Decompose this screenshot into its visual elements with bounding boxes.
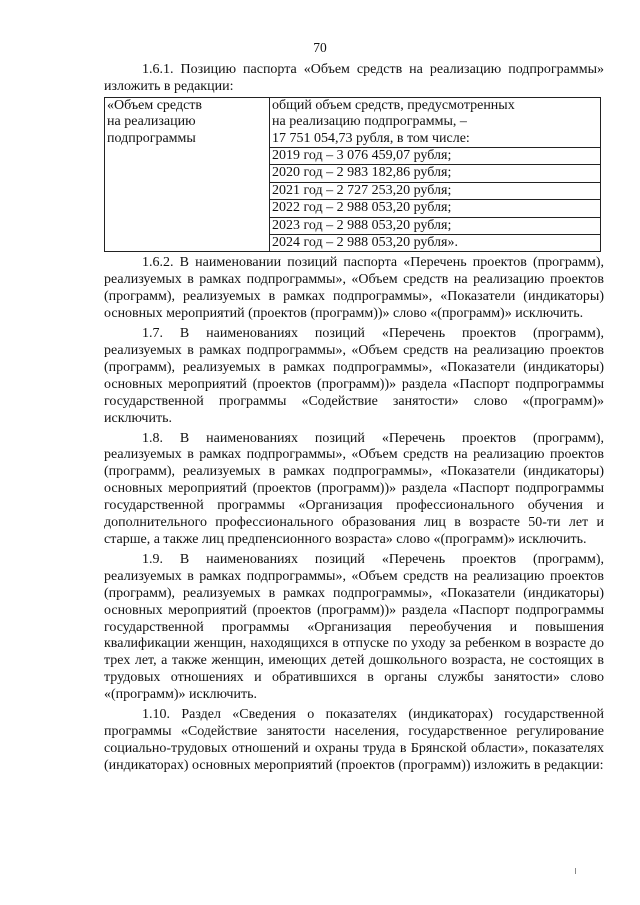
document-body [104, 62, 604, 775]
paragraph-1-6-2: 1.6.2. В наименовании позиций паспорта «Перечень проектов (программ), реализуемых в рамках подпрограммы», «Объем средств на реализацию проектов (программ), реализуемых в рамках подпрограммы», «Показатели (индикаторы) основных мероприятий (проектов (программ))» слово «(программ)» исключить. [104, 255, 604, 322]
funding-year-2024: 2024 год – 2 988 053,20 рубля». [270, 234, 600, 251]
position-name-line: «Объем средств [107, 97, 203, 113]
position-name-line: на реализацию [107, 114, 196, 130]
paragraph-1-10: 1.10. Раздел «Сведения о показателях (индикаторах) государственной программы «Содействие занятости населения, государственное регулирование социально-трудовых отношений и охраны труда в Брянской области», показателях (индикаторах) основных мероприятий (проектов (программ)) изложить в редакции: [104, 707, 604, 773]
position-name-line: подпрограммы [107, 130, 196, 146]
funding-year-2020: 2020 год – 2 983 182,86 рубля; [270, 164, 600, 181]
passport-position-value [270, 97, 601, 252]
funding-year-2019: 2019 год – 3 076 459,07 рубля; [270, 147, 600, 164]
passport-position-name [105, 97, 270, 252]
paragraph-1-6-1: 1.6.1. Позицию паспорта «Объем средств на реализацию подпрограммы» изложить в редакции: [104, 62, 604, 94]
funding-year-2022: 2022 год – 2 988 053,20 рубля; [270, 199, 600, 216]
page-number: 70 [313, 40, 327, 55]
paragraph-1-9: 1.9. В наименованиях позиций «Перечень проектов (программ), реализуемых в рамках подпрограммы», «Объем средств на реализацию проектов (программ), реализуемых в рамках подпрограммы», «Показатели (индикаторы) основных мероприятий (проектов (программ))» раздела «Паспорт подпрограммы государственной программы «Организация переобучения и повышения квалификации женщин, находящихся в отпуске по уходу за ребенком в возрасте до трех лет, а также женщин, имеющих детей дошкольного возраста, не состоящих в трудовых отношениях и обратившихся в органы службы занятости» слово «(программ)» исключить. [104, 551, 604, 703]
passport-table-row [105, 97, 601, 252]
scan-artifact-mark [575, 868, 576, 874]
funding-total-line: общий объем средств, предусмотренных [272, 97, 515, 113]
funding-year-2023: 2023 год – 2 988 053,20 рубля; [270, 217, 600, 234]
paragraph-1-7: 1.7. В наименованиях позиций «Перечень проектов (программ), реализуемых в рамках подпрограммы», «Объем средств на реализацию проектов (программ), реализуемых в рамках подпрограммы», «Показатели (индикаторы) основных мероприятий (проектов (программ))» раздела «Паспорт подпрограммы государственной программы «Содействие занятости» слово «(программ)» исключить. [104, 326, 604, 426]
funding-total-amount: 17 751 054,73 рубля, в том числе: [272, 130, 470, 146]
funding-year-2021: 2021 год – 2 727 253,20 рубля; [270, 182, 600, 199]
paragraph-1-8: 1.8. В наименованиях позиций «Перечень проектов (программ), реализуемых в рамках подпрограммы», «Объем средств на реализацию проектов (программ), реализуемых в рамках подпрограммы», «Показатели (индикаторы) основных мероприятий (проектов (программ))» раздела «Паспорт подпрограммы государственной программы «Организация профессионального обучения и дополнительного профессионального образования лиц в возрасте 50-ти лет и старше, а также лиц предпенсионного возраста» слово «(программ)» исключить. [104, 430, 604, 547]
funding-total-line: на реализацию подпрограммы, – [272, 114, 467, 130]
passport-table [104, 97, 601, 253]
